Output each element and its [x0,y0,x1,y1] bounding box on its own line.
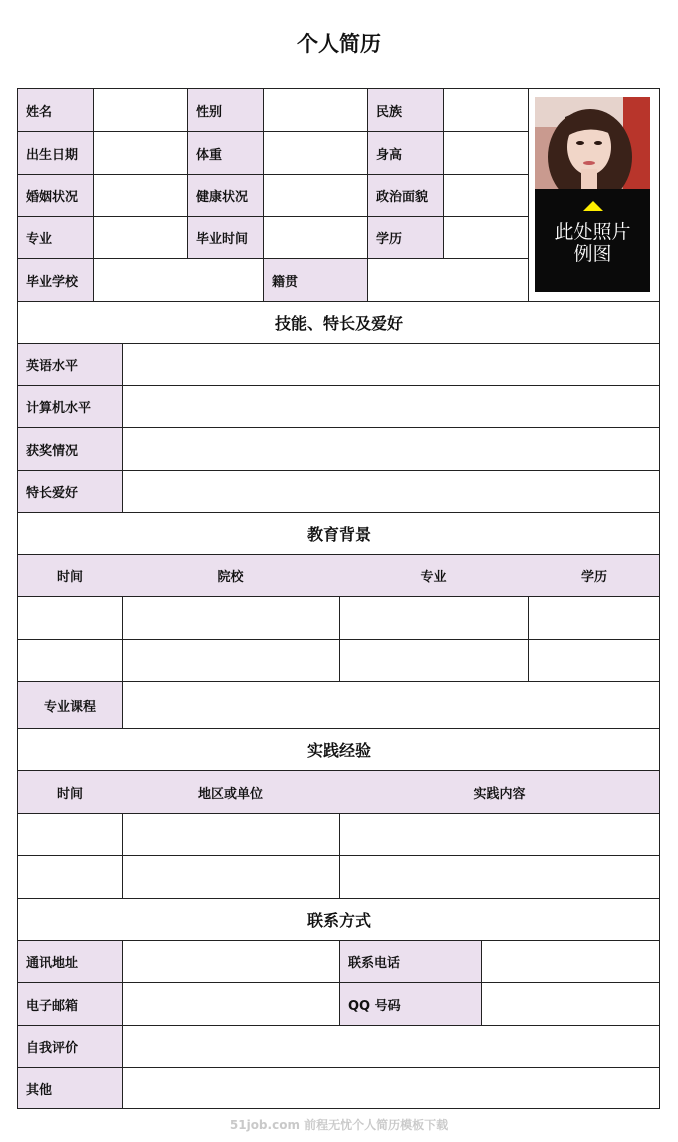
section-skills-heading: 技能、特长及爱好 [17,301,660,343]
edu-row1-time[interactable] [17,596,122,639]
field-email[interactable] [122,982,339,1025]
field-health[interactable] [263,174,367,216]
field-ethnicity[interactable] [443,88,528,131]
label-origin: 籍贯 [263,258,367,301]
label-address: 通讯地址 [17,940,122,982]
label-name: 姓名 [17,88,93,131]
page-title: 个人简历 [297,32,381,56]
edu-row1-major[interactable] [339,596,528,639]
field-birth[interactable] [93,131,187,174]
label-phone: 联系电话 [339,940,481,982]
edu-col-major: 专业 [339,554,528,596]
field-gender[interactable] [263,88,367,131]
label-political: 政治面貌 [367,174,443,216]
label-birth: 出生日期 [17,131,93,174]
label-other: 其他 [17,1067,122,1109]
edu-col-degree: 学历 [528,554,660,596]
label-english: 英语水平 [17,343,122,385]
practice-row2-content[interactable] [339,855,660,898]
label-hobbies: 特长爱好 [17,470,122,512]
field-height[interactable] [443,131,528,174]
edu-row1-degree[interactable] [528,596,660,639]
photo-placeholder [535,97,650,292]
footer-watermark: 51job.com 前程无忧个人简历模板下载 [229,1118,449,1132]
label-grad-time: 毕业时间 [187,216,263,258]
label-height: 身高 [367,131,443,174]
field-school[interactable] [93,258,263,301]
field-computer[interactable] [122,385,660,427]
label-computer: 计算机水平 [17,385,122,427]
practice-col-org: 地区或单位 [122,770,339,813]
label-health: 健康状况 [187,174,263,216]
edu-row2-time[interactable] [17,639,122,681]
section-education-heading: 教育背景 [17,512,660,554]
field-english[interactable] [122,343,660,385]
label-gender: 性别 [187,88,263,131]
field-phone[interactable] [481,940,660,982]
field-other[interactable] [122,1067,660,1109]
label-major: 专业 [17,216,93,258]
section-contact-heading: 联系方式 [17,898,660,940]
edu-row2-school[interactable] [122,639,339,681]
field-awards[interactable] [122,427,660,470]
label-qq: QQ 号码 [339,982,481,1025]
photo-caption-line1: 此处照片 [554,221,631,243]
section-practice-heading: 实践经验 [17,728,660,770]
label-email: 电子邮箱 [17,982,122,1025]
practice-row2-time[interactable] [17,855,122,898]
field-major[interactable] [93,216,187,258]
practice-row1-org[interactable] [122,813,339,855]
field-origin[interactable] [367,258,528,301]
field-qq[interactable] [481,982,660,1025]
practice-col-content: 实践内容 [339,770,660,813]
label-weight: 体重 [187,131,263,174]
practice-row2-org[interactable] [122,855,339,898]
field-self-eval[interactable] [122,1025,660,1067]
practice-row1-content[interactable] [339,813,660,855]
field-name[interactable] [93,88,187,131]
portrait-image [535,97,650,189]
field-hobbies[interactable] [122,470,660,512]
edu-col-time: 时间 [17,554,122,596]
field-degree[interactable] [443,216,528,258]
field-courses[interactable] [122,681,660,728]
label-self-eval: 自我评价 [17,1025,122,1067]
label-marital: 婚姻状况 [17,174,93,216]
edu-row1-school[interactable] [122,596,339,639]
triangle-up-icon [583,201,603,211]
practice-row1-time[interactable] [17,813,122,855]
photo-caption-line2: 例图 [573,243,612,265]
field-weight[interactable] [263,131,367,174]
edu-col-school: 院校 [122,554,339,596]
edu-row2-degree[interactable] [528,639,660,681]
label-awards: 获奖情况 [17,427,122,470]
label-courses: 专业课程 [17,681,122,728]
label-ethnicity: 民族 [367,88,443,131]
edu-row2-major[interactable] [339,639,528,681]
practice-col-time: 时间 [17,770,122,813]
field-marital[interactable] [93,174,187,216]
field-address[interactable] [122,940,339,982]
field-political[interactable] [443,174,528,216]
label-degree: 学历 [367,216,443,258]
field-grad-time[interactable] [263,216,367,258]
label-school: 毕业学校 [17,258,93,301]
